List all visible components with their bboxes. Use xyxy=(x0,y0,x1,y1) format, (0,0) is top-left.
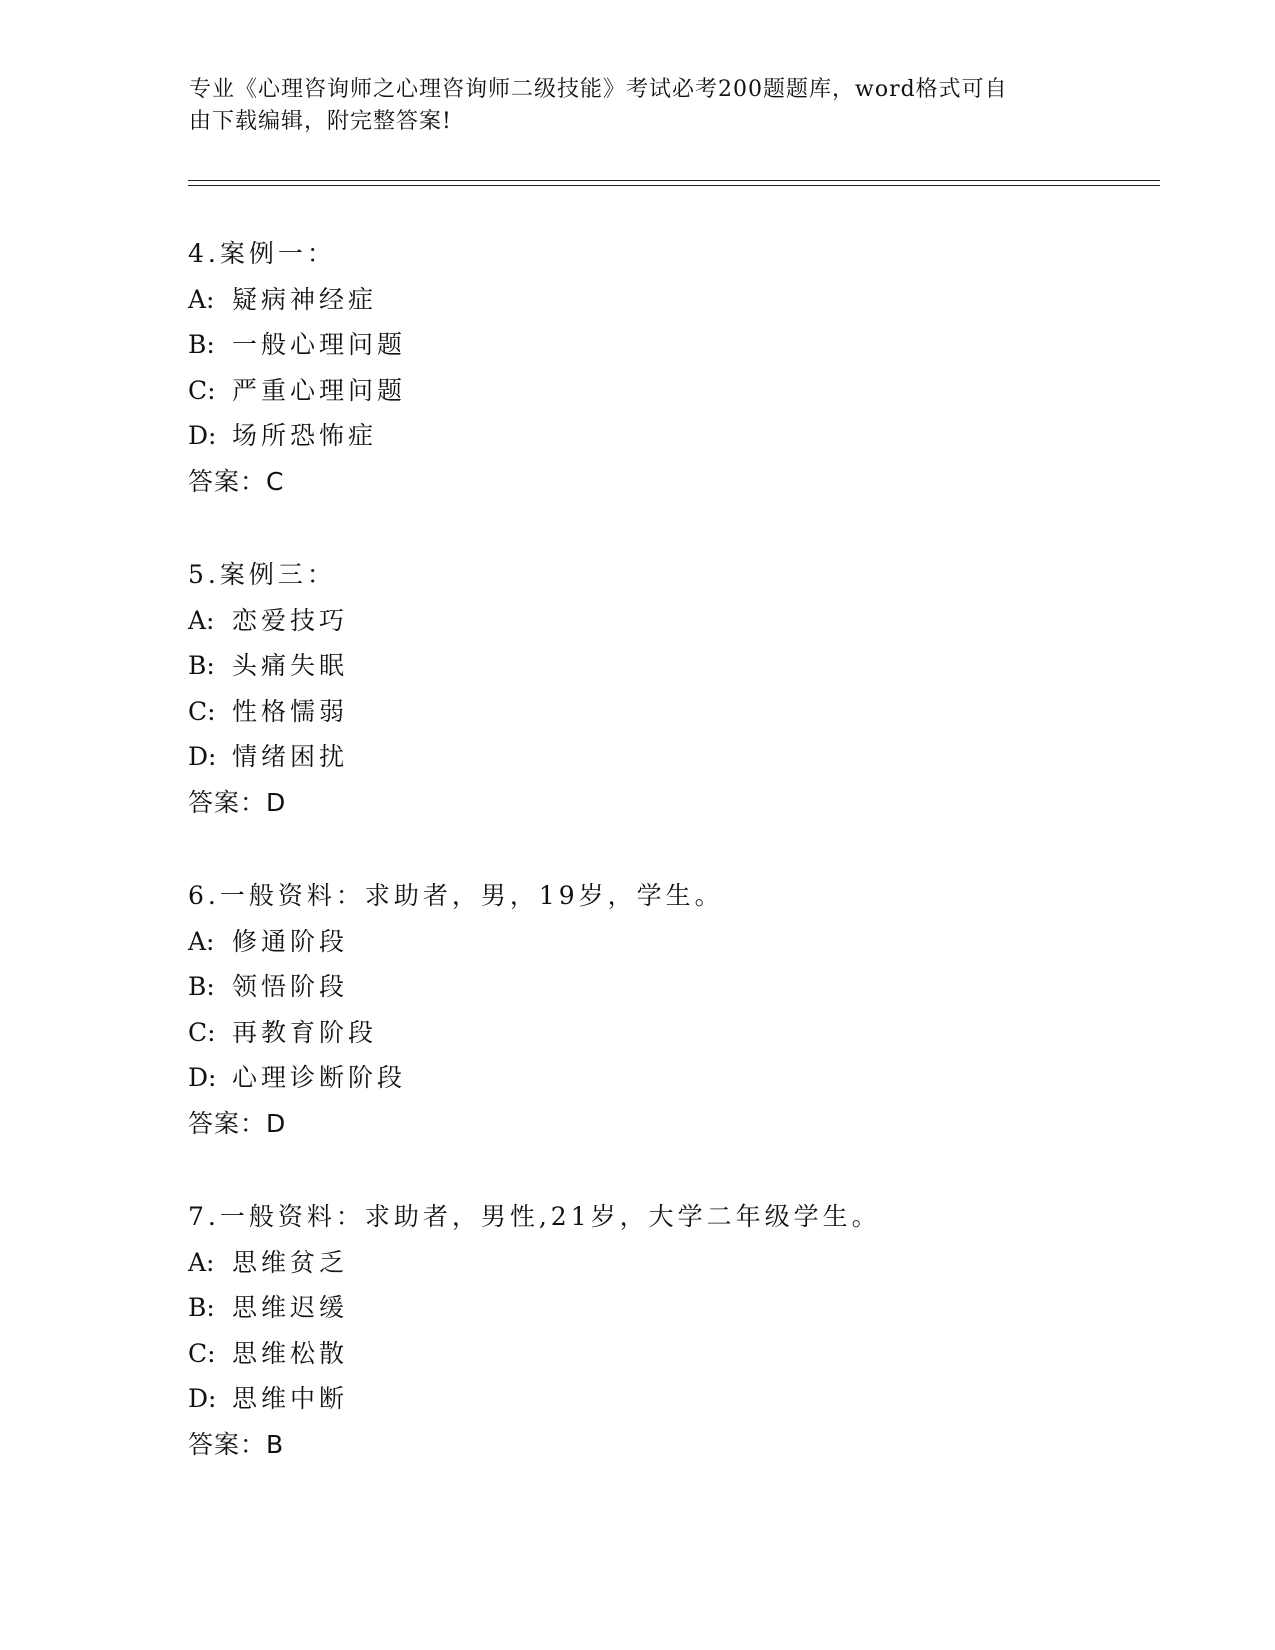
option-key: C: xyxy=(188,696,216,726)
option-key: B: xyxy=(188,1293,215,1322)
option-text: 场所恐怖症 xyxy=(232,421,378,450)
option-text: 再教育阶段 xyxy=(232,1017,378,1047)
question-block xyxy=(188,1194,1148,1467)
option-text: 严重心理问题 xyxy=(232,375,407,405)
option-key: C: xyxy=(188,1338,216,1368)
option-a xyxy=(188,919,1148,965)
question-block xyxy=(188,552,1148,825)
question-block xyxy=(188,873,1148,1146)
option-c xyxy=(188,1331,1148,1377)
option-text: 思维松散 xyxy=(232,1338,349,1368)
option-a xyxy=(188,1240,1148,1286)
option-c xyxy=(188,368,1148,414)
option-d xyxy=(188,1376,1148,1422)
option-key: B: xyxy=(188,651,215,680)
option-text: 恋爱技巧 xyxy=(232,605,349,635)
option-b xyxy=(188,964,1148,1010)
header-divider-bottom xyxy=(188,185,1160,186)
option-c xyxy=(188,689,1148,735)
option-key: A: xyxy=(188,926,215,956)
option-text: 心理诊断阶段 xyxy=(232,1063,407,1092)
option-b xyxy=(188,643,1148,689)
option-key: D: xyxy=(188,421,217,450)
question-stem: 5.案例三： xyxy=(188,560,336,589)
answer-line: 答案：D xyxy=(188,787,287,817)
question-stem: 7.一般资料：求助者，男性,21岁，大学二年级学生。 xyxy=(188,1202,881,1231)
option-key: A: xyxy=(188,284,215,314)
document-header xyxy=(189,74,1089,138)
option-key: A: xyxy=(188,605,215,635)
option-d xyxy=(188,1055,1148,1101)
option-a xyxy=(188,598,1148,644)
option-key: D: xyxy=(188,742,217,771)
option-text: 情绪困扰 xyxy=(232,742,349,771)
option-text: 头痛失眠 xyxy=(232,651,349,680)
question-stem: 6.一般资料：求助者，男，19岁，学生。 xyxy=(188,881,724,910)
option-d xyxy=(188,413,1148,459)
option-text: 疑病神经症 xyxy=(232,284,378,314)
option-text: 思维贫乏 xyxy=(232,1247,349,1277)
question-stem: 4.案例一： xyxy=(188,239,336,268)
header-line-1: 专业《心理咨询师之心理咨询师二级技能》考试必考200题题库，word格式可自 xyxy=(189,77,1008,102)
option-key: C: xyxy=(188,1017,216,1047)
option-key: A: xyxy=(188,1247,215,1277)
option-key: B: xyxy=(188,330,215,359)
option-text: 一般心理问题 xyxy=(232,330,407,359)
option-text: 领悟阶段 xyxy=(232,972,349,1001)
option-key: D: xyxy=(188,1384,217,1413)
option-a xyxy=(188,277,1148,323)
option-b xyxy=(188,1285,1148,1331)
answer-line: 答案：B xyxy=(188,1429,285,1459)
option-d xyxy=(188,734,1148,780)
option-text: 思维迟缓 xyxy=(232,1293,349,1322)
option-text: 性格懦弱 xyxy=(232,696,349,726)
answer-line: 答案：C xyxy=(188,466,285,496)
answer-line: 答案：D xyxy=(188,1108,287,1138)
option-b xyxy=(188,322,1148,368)
header-divider-top xyxy=(188,180,1160,181)
option-key: B: xyxy=(188,972,215,1001)
option-key: C: xyxy=(188,375,216,405)
option-text: 思维中断 xyxy=(232,1384,349,1413)
option-text: 修通阶段 xyxy=(232,926,349,956)
option-key: D: xyxy=(188,1063,217,1092)
header-line-2: 由下载编辑，附完整答案! xyxy=(189,109,452,134)
question-block xyxy=(188,231,1148,504)
option-c xyxy=(188,1010,1148,1056)
